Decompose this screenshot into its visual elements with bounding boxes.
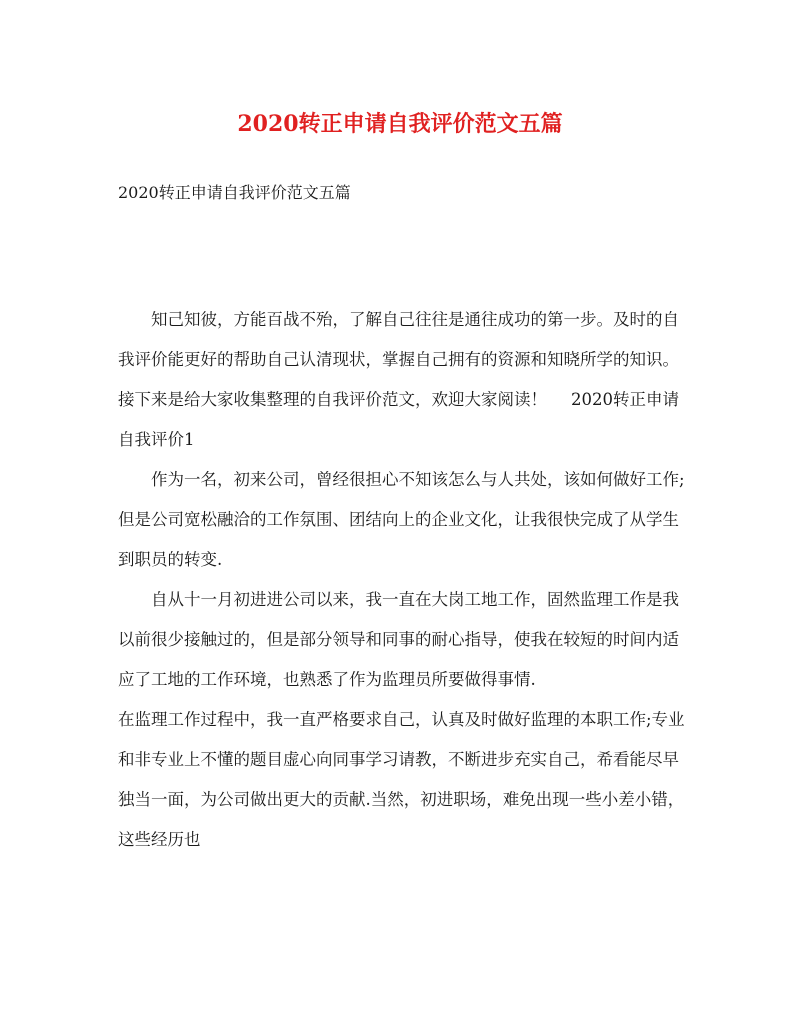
section-heading: 2020转正申请自我评价1: [118, 390, 679, 449]
document-body: [118, 300, 688, 860]
document-title: 2020转正申请自我评价范文五篇: [237, 111, 563, 137]
body-paragraph-2: 自从十一月初进进公司以来，我一直在大岗工地工作，固然监理工作是我以前很少接触过的，但是部分领导和同事的耐心指导，使我在较短的时间内适应了工地的工作环境，也熟悉了作为监理员所要做得事情.: [118, 590, 679, 689]
intro-paragraph: [118, 300, 688, 460]
intro-text: 知己知彼，方能百战不殆，了解自己往往是通往成功的第一步。及时的自我评价能更好的帮助自己认清现状，掌握自己拥有的资源和知晓所学的知识。接下来是给大家收集整理的自我评价范文，欢迎大家阅读！: [118, 310, 679, 409]
body-paragraph-3: 在监理工作过程中，我一直严格要求自己，认真及时做好监理的本职工作;专业和非专业上不懂的题目虚心向同事学习请教，不断进步充实自己，希看能尽早独当一面，为公司做出更大的贡献.当然，初进职场，难免出现一些小差小错，这些经历也: [118, 710, 685, 849]
document-subtitle: 2020转正申请自我评价范文五篇: [118, 183, 351, 202]
body-paragraph-1: 作为一名，初来公司，曾经很担心不知该怎么与人共处，该如何做好工作;但是公司宽松融洽的工作氛围、团结向上的企业文化，让我很快完成了从学生到职员的转变.: [118, 470, 685, 569]
